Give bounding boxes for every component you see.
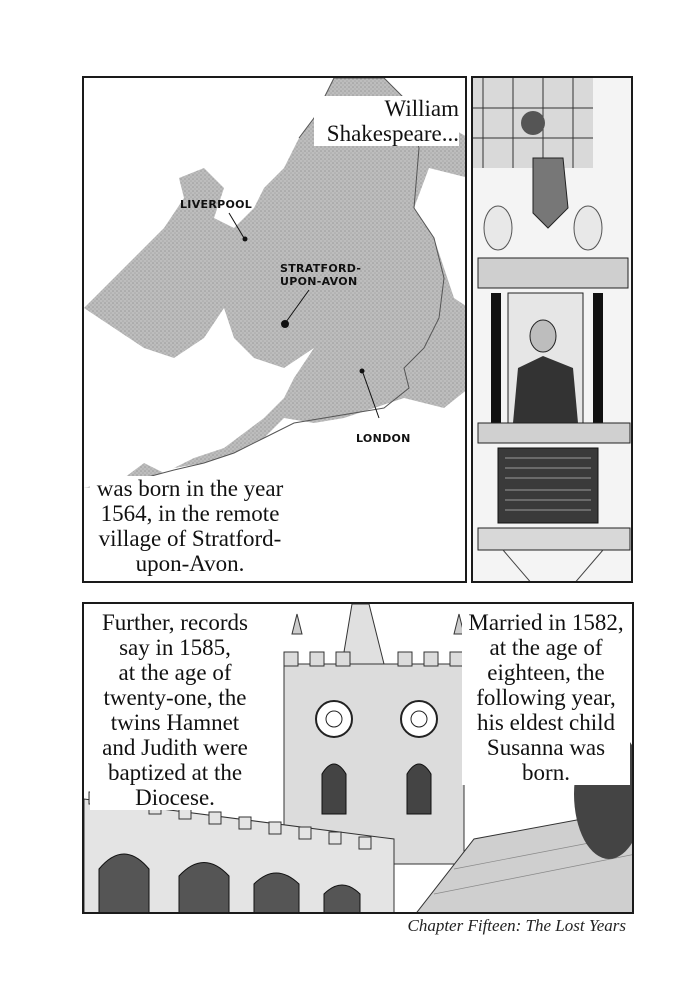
nave-window-4 — [324, 885, 360, 914]
column-right — [593, 293, 603, 428]
london-dot — [360, 369, 365, 374]
map-panel — [82, 76, 467, 583]
label-stratford: STRATFORD- UPON-AVON — [280, 262, 362, 288]
cherub-left — [484, 206, 512, 250]
caption-william-shakespeare: William Shakespeare... — [314, 96, 459, 146]
nave-window-1 — [99, 854, 149, 914]
nave-window-2 — [179, 863, 229, 915]
caption-born-1564: was born in the year 1564, in the remote village of Stratford- upon-Avon. — [90, 476, 290, 576]
tower-window-left — [322, 764, 346, 814]
cherub-right — [574, 206, 602, 250]
column-left — [491, 293, 501, 428]
label-liverpool: LIVERPOOL — [180, 198, 253, 211]
nave-window-3 — [254, 873, 299, 914]
inscription-tablet — [498, 448, 598, 523]
stratford-dot — [281, 320, 289, 328]
rose-window-right — [401, 701, 437, 737]
label-london: LONDON — [356, 432, 411, 445]
tower-window-right — [407, 764, 431, 814]
shakespeare-bust-head — [530, 320, 556, 352]
rose-window-left — [316, 701, 352, 737]
memorial-panel — [471, 76, 633, 583]
caption-twins-baptized: Further, records say in 1585, at the age of twenty-one, the twins Hamnet and Judith were baptized at the Diocese. — [90, 610, 260, 810]
chapter-title: Chapter Fifteen: The Lost Years — [407, 916, 626, 935]
liverpool-dot — [243, 237, 248, 242]
shakespeare-memorial-illustration — [473, 78, 633, 583]
church-panel — [82, 602, 634, 914]
skull-icon — [521, 111, 545, 135]
caption-married-1582: Married in 1582, at the age of eighteen, the following year, his eldest child Susanna was born. — [462, 610, 630, 785]
